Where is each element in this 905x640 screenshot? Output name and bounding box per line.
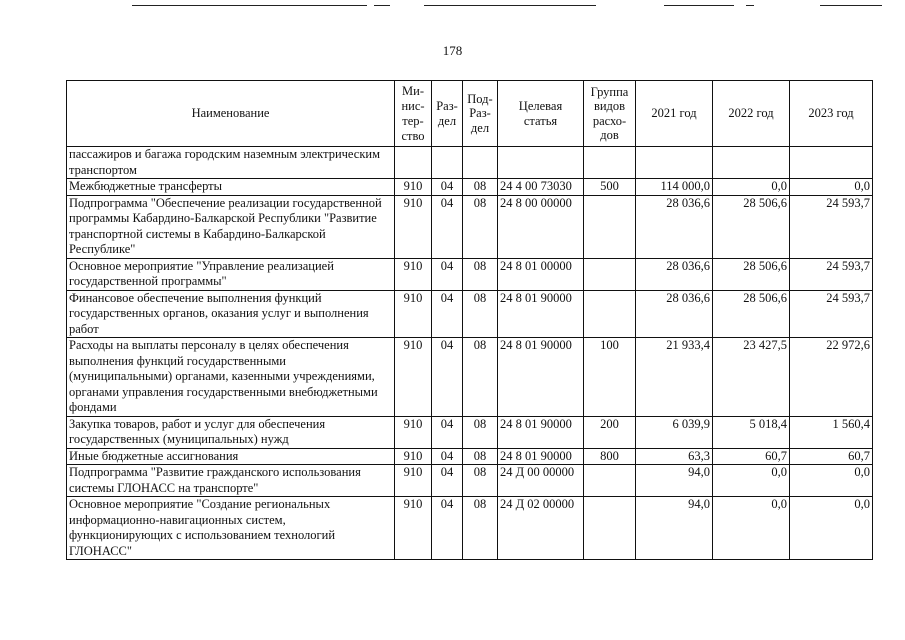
row-subsection: 08 [463,179,498,196]
row-target: 24 8 01 90000 [498,416,584,448]
row-2023: 0,0 [790,179,873,196]
row-ministry: 910 [395,195,432,258]
col-header-target [498,81,584,147]
row-section: 04 [432,497,463,560]
row-2022: 0,0 [713,497,790,560]
col-header-section [432,81,463,147]
row-subsection: 08 [463,497,498,560]
row-2023: 0,0 [790,497,873,560]
row-target: 24 8 00 00000 [498,195,584,258]
row-expense-group [584,465,636,497]
row-2023: 24 593,7 [790,195,873,258]
row-2021: 63,3 [636,448,713,465]
row-2023: 24 593,7 [790,258,873,290]
row-2023: 60,7 [790,448,873,465]
row-target: 24 8 01 90000 [498,338,584,417]
header-rule [374,5,390,6]
header-row [67,81,873,147]
row-2021: 6 039,9 [636,416,713,448]
budget-table [66,80,873,560]
table-row [67,258,873,290]
row-ministry: 910 [395,258,432,290]
col-header-2021: 2021 год [636,81,713,147]
row-section: 04 [432,338,463,417]
row-2021: 28 036,6 [636,258,713,290]
row-expense-group: 500 [584,179,636,196]
row-subsection: 08 [463,416,498,448]
row-2023: 24 593,7 [790,290,873,338]
row-2021: 114 000,0 [636,179,713,196]
row-ministry: 910 [395,290,432,338]
row-expense-group [584,147,636,179]
row-subsection: 08 [463,290,498,338]
row-target: 24 Д 02 00000 [498,497,584,560]
table-row [67,147,873,179]
col-header-expense-group [584,81,636,147]
table-row [67,465,873,497]
table-row [67,338,873,417]
row-ministry: 910 [395,465,432,497]
row-expense-group: 200 [584,416,636,448]
row-ministry: 910 [395,448,432,465]
col-header-subsection-text: Под- Раз- дел [467,91,493,135]
row-name: Основное мероприятие "Управление реализацией государственной программы" [67,258,395,290]
col-header-2022: 2022 год [713,81,790,147]
row-name: Расходы на выплаты персоналу в целях обеспечения выполнения функций государственными (муниципальными) органами, казенными учреждениями, органами управления государственными внебюджетными фондами [67,338,395,417]
row-name: Межбюджетные трансферты [67,179,395,196]
row-2023: 1 560,4 [790,416,873,448]
col-header-name: Наименование [67,81,395,147]
row-2022: 28 506,6 [713,258,790,290]
table-row [67,416,873,448]
header-rule [424,5,596,6]
row-section: 04 [432,258,463,290]
header-rule [132,5,367,6]
row-subsection: 08 [463,195,498,258]
row-target: 24 8 01 90000 [498,290,584,338]
row-2022: 60,7 [713,448,790,465]
row-ministry: 910 [395,416,432,448]
col-header-expense-group-text: Группа видов расхо- дов [590,84,629,142]
row-subsection: 08 [463,465,498,497]
row-expense-group [584,290,636,338]
row-section: 04 [432,179,463,196]
header-rule [664,5,734,6]
col-header-section-text: Раз- дел [436,99,458,128]
row-section: 04 [432,195,463,258]
row-2021: 21 933,4 [636,338,713,417]
row-name: Основное мероприятие "Создание региональных информационно-навигационных систем, функционирующих с использованием технологий ГЛОНАСС" [67,497,395,560]
row-2023 [790,147,873,179]
col-header-ministry [395,81,432,147]
row-ministry: 910 [395,338,432,417]
row-name: Иные бюджетные ассигнования [67,448,395,465]
col-header-2023: 2023 год [790,81,873,147]
col-header-ministry-text: Ми- нис- тер- ство [401,83,425,143]
header-rule [820,5,882,6]
row-name: Закупка товаров, работ и услуг для обеспечения государственных (муниципальных) нужд [67,416,395,448]
col-header-target-text: Целевая статья [518,99,563,128]
row-ministry [395,147,432,179]
row-subsection: 08 [463,448,498,465]
row-ministry: 910 [395,179,432,196]
table-row [67,497,873,560]
col-header-subsection [463,81,498,147]
row-2021: 28 036,6 [636,195,713,258]
table-row [67,179,873,196]
row-expense-group [584,497,636,560]
row-target: 24 Д 00 00000 [498,465,584,497]
row-2022: 28 506,6 [713,195,790,258]
row-expense-group [584,258,636,290]
row-name: Подпрограмма "Развитие гражданского использования системы ГЛОНАСС на транспорте" [67,465,395,497]
row-name: пассажиров и багажа городским наземным электрическим транспортом [67,147,395,179]
row-2022: 0,0 [713,179,790,196]
row-2022: 23 427,5 [713,338,790,417]
row-2021: 94,0 [636,497,713,560]
row-expense-group: 100 [584,338,636,417]
row-2021 [636,147,713,179]
table-row [67,448,873,465]
header-rule [746,5,754,6]
row-expense-group [584,195,636,258]
row-2023: 22 972,6 [790,338,873,417]
row-section: 04 [432,448,463,465]
row-name: Подпрограмма "Обеспечение реализации государственной программы Кабардино-Балкарской Республики "Развитие транспортной системы в Кабардино-Балкарской Республике" [67,195,395,258]
row-2022: 5 018,4 [713,416,790,448]
row-2021: 28 036,6 [636,290,713,338]
table-row [67,290,873,338]
row-section: 04 [432,416,463,448]
row-2021: 94,0 [636,465,713,497]
row-2022: 0,0 [713,465,790,497]
row-target: 24 4 00 73030 [498,179,584,196]
row-section: 04 [432,465,463,497]
row-name: Финансовое обеспечение выполнения функций государственных органов, оказания услуг и выполнения работ [67,290,395,338]
table-row [67,195,873,258]
row-2022: 28 506,6 [713,290,790,338]
row-subsection: 08 [463,338,498,417]
row-target: 24 8 01 90000 [498,448,584,465]
row-expense-group: 800 [584,448,636,465]
row-2022 [713,147,790,179]
row-ministry: 910 [395,497,432,560]
row-target: 24 8 01 00000 [498,258,584,290]
row-target [498,147,584,179]
row-2023: 0,0 [790,465,873,497]
page-number: 178 [442,43,463,58]
row-section: 04 [432,290,463,338]
row-subsection [463,147,498,179]
row-subsection: 08 [463,258,498,290]
row-section [432,147,463,179]
